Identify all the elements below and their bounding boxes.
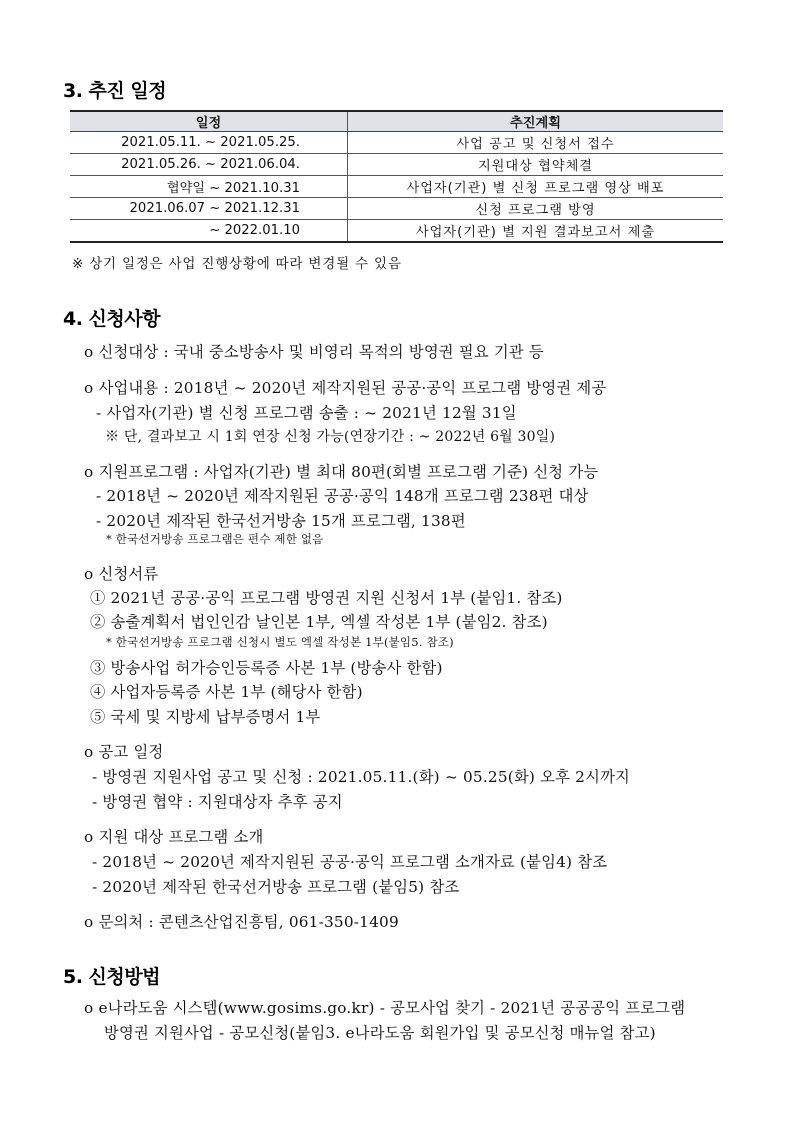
table-cell-plan: 신청 프로그램 방영	[348, 198, 724, 220]
table-cell-plan: 사업자(기관) 별 지원 결과보고서 제출	[348, 220, 724, 243]
table-header-row	[70, 111, 723, 132]
list-item: - 2020년 제작된 한국선거방송 프로그램 (붙임5) 참조	[92, 878, 460, 896]
section-5-heading: 5. 신청방법	[63, 966, 160, 988]
table-cell-date: ~ 2022.01.10	[70, 220, 348, 243]
table-cell-plan: 사업 공고 및 신청서 접수	[348, 132, 724, 154]
list-item: - 2018년 ~ 2020년 제작지원된 공공·공익 프로그램 소개자료 (붙임4) 참조	[92, 853, 608, 871]
table-cell-date: 협약일 ~ 2021.10.31	[70, 176, 348, 198]
list-item: o 신청대상 : 국내 중소방송사 및 비영리 목적의 방영권 필요 기관 등	[84, 343, 544, 361]
list-item: 방영권 지원사업 - 공모신청(붙임3. e나라도움 회원가입 및 공모신청 매뉴얼 참고)	[104, 1024, 656, 1042]
table-row	[70, 220, 723, 243]
list-item: - 방영권 지원사업 공고 및 신청 : 2021.05.11.(화) ~ 05.25(화) 오후 2시까지	[92, 768, 631, 786]
list-item: o 지원프로그램 : 사업자(기관) 별 최대 80편(회별 프로그램 기준) 신청 가능	[84, 463, 599, 481]
section-4-heading: 4. 신청사항	[63, 308, 160, 330]
list-item: o 지원 대상 프로그램 소개	[84, 828, 264, 846]
list-item: - 방영권 협약 : 지원대상자 추후 공지	[92, 793, 343, 811]
list-item: ① 2021년 공공·공익 프로그램 방영권 지원 신청서 1부 (붙임1. 참조)	[90, 589, 563, 607]
table-header: 일정	[70, 111, 348, 132]
list-item: - 2020년 제작된 한국선거방송 15개 프로그램, 138편	[96, 512, 466, 530]
table-cell-date: 2021.05.11. ~ 2021.05.25.	[70, 132, 348, 154]
section-3-heading: 3. 추진 일정	[63, 80, 167, 102]
list-item: - 2018년 ~ 2020년 제작지원된 공공·공익 148개 프로그램 238편 대상	[96, 487, 589, 505]
list-item: o 신청서류	[84, 565, 159, 583]
schedule-note: ※ 상기 일정은 사업 진행상황에 따라 변경될 수 있음	[72, 256, 402, 272]
table-row	[70, 176, 723, 198]
list-item: - 사업자(기관) 별 신청 프로그램 송출 : ~ 2021년 12월 31일	[96, 404, 517, 422]
list-item: ④ 사업자등록증 사본 1부 (해당사 한함)	[90, 683, 363, 701]
list-item: ※ 단, 결과보고 시 1회 연장 신청 가능(연장기간 : ~ 2022년 6월 30일)	[105, 429, 556, 445]
table-row	[70, 132, 723, 154]
list-item: ⑤ 국세 및 지방세 납부증명서 1부	[90, 708, 321, 726]
list-item-footnote: * 한국선거방송 프로그램은 편수 제한 없음	[106, 532, 324, 546]
schedule-table	[70, 110, 723, 243]
list-item: ③ 방송사업 허가승인등록증 사본 1부 (방송사 한함)	[90, 659, 443, 677]
table-row	[70, 154, 723, 176]
list-item: ② 송출계획서 법인인감 날인본 1부, 엑셀 작성본 1부 (붙임2. 참조)	[90, 613, 548, 631]
list-item: o 문의처 : 콘텐츠산업진흥팀, 061-350-1409	[84, 913, 399, 931]
table-header: 추진계획	[348, 111, 724, 132]
table-row	[70, 198, 723, 220]
table-cell-plan: 사업자(기관) 별 신청 프로그램 영상 배포	[348, 176, 724, 198]
list-item: o 사업내용 : 2018년 ~ 2020년 제작지원된 공공·공익 프로그램 방영권 제공	[84, 379, 607, 397]
list-item-footnote: * 한국선거방송 프로그램 신청시 별도 엑셀 작성본 1부(붙임5. 참조)	[106, 635, 454, 649]
list-item: o e나라도움 시스템(www.gosims.go.kr) - 공모사업 찾기 - 2021년 공공공익 프로그램	[84, 999, 686, 1017]
table-cell-date: 2021.05.26. ~ 2021.06.04.	[70, 154, 348, 176]
table-cell-date: 2021.06.07 ~ 2021.12.31	[70, 198, 348, 220]
list-item: o 공고 일정	[84, 743, 164, 761]
table-cell-plan: 지원대상 협약체결	[348, 154, 724, 176]
